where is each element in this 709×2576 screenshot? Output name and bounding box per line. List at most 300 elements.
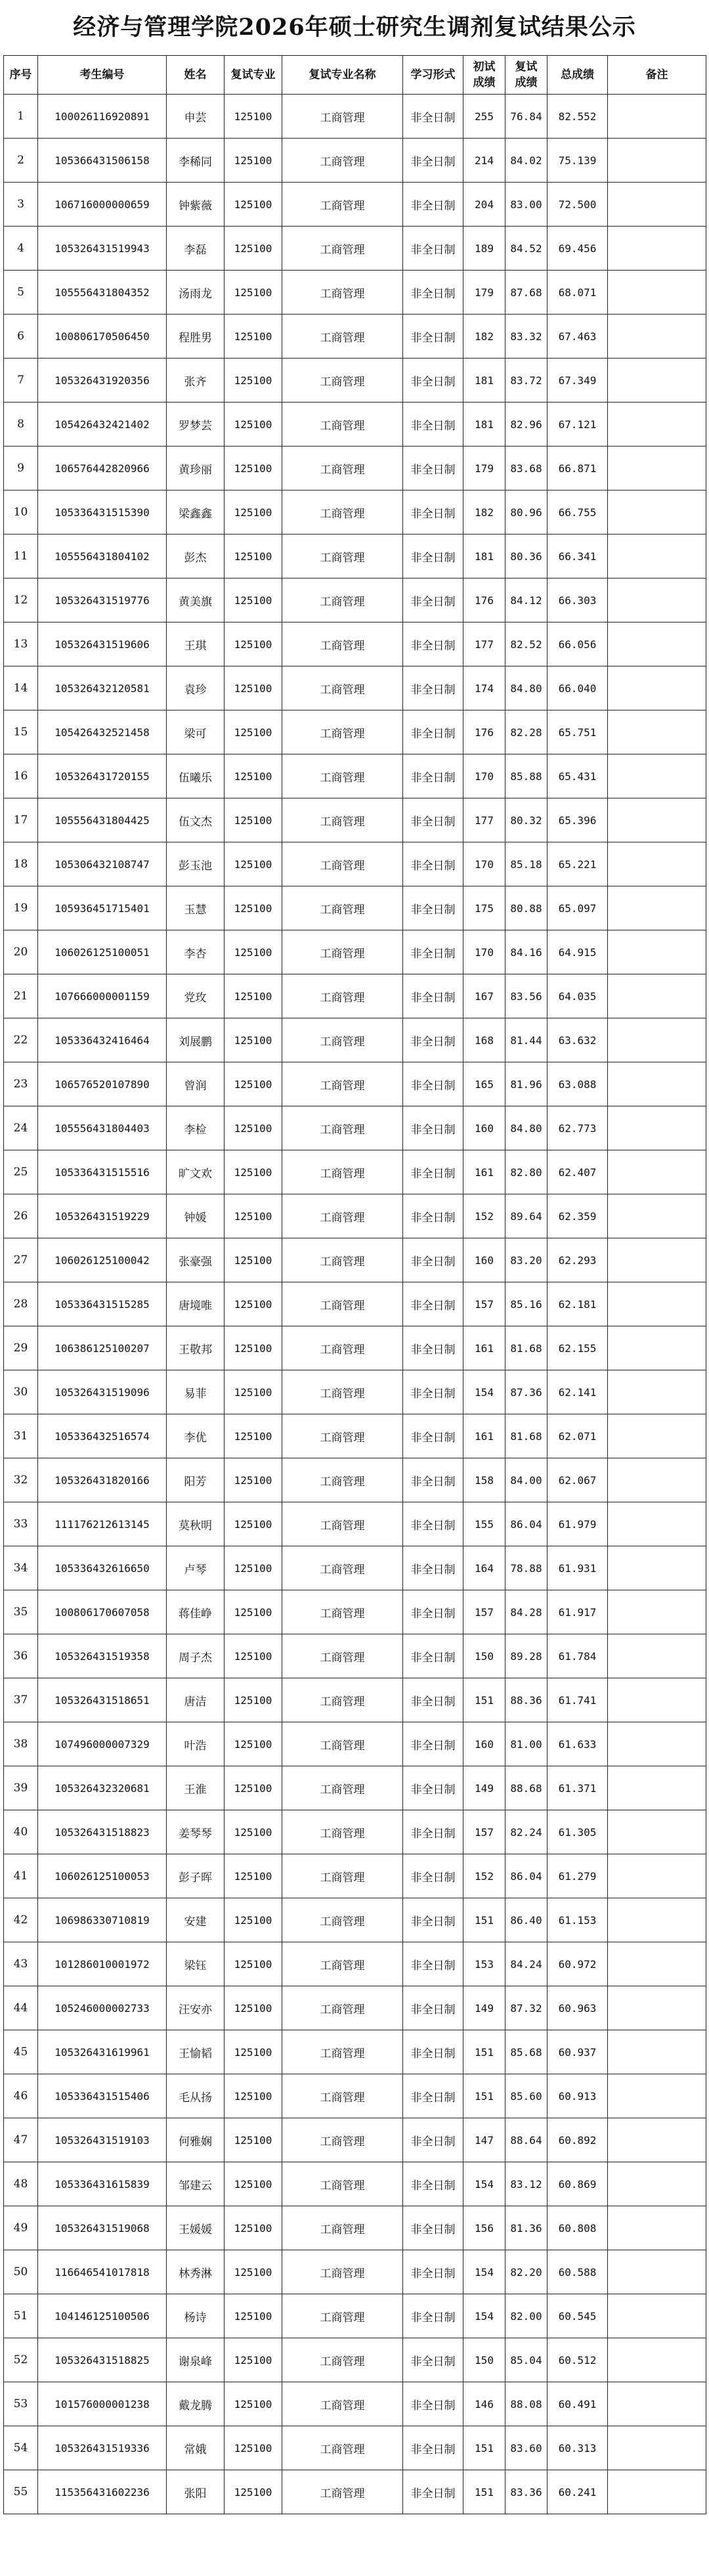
cell-remark bbox=[608, 2250, 706, 2294]
cell-initial-score: 151 bbox=[463, 1678, 505, 1722]
cell-study-mode: 非全日制 bbox=[403, 710, 463, 754]
cell-name: 黄珍丽 bbox=[167, 447, 225, 491]
cell-remark bbox=[608, 315, 706, 359]
col-total-score-header: 总成绩 bbox=[548, 56, 608, 95]
cell-index: 51 bbox=[4, 2294, 38, 2338]
cell-index: 27 bbox=[4, 1238, 38, 1282]
cell-name: 袁珍 bbox=[167, 666, 225, 710]
cell-retest-score: 83.32 bbox=[505, 315, 548, 359]
cell-study-mode: 非全日制 bbox=[403, 1590, 463, 1634]
cell-index: 21 bbox=[4, 974, 38, 1018]
cell-exam-id: 101576000001238 bbox=[38, 2382, 167, 2426]
cell-study-mode: 非全日制 bbox=[403, 2382, 463, 2426]
cell-exam-id: 100806170506450 bbox=[38, 315, 167, 359]
table-row bbox=[4, 535, 706, 579]
col-major-name-header: 复试专业名称 bbox=[282, 56, 403, 95]
table-row bbox=[4, 1986, 706, 2030]
cell-retest-score: 84.16 bbox=[505, 930, 548, 974]
cell-total-score: 66.040 bbox=[548, 666, 608, 710]
cell-retest-score: 88.64 bbox=[505, 2118, 548, 2162]
cell-remark bbox=[608, 1722, 706, 1766]
cell-name: 汤雨龙 bbox=[167, 271, 225, 315]
cell-remark bbox=[608, 579, 706, 622]
cell-remark bbox=[608, 1546, 706, 1590]
cell-index: 16 bbox=[4, 754, 38, 798]
cell-major-code: 125100 bbox=[225, 2118, 282, 2162]
cell-major-name: 工商管理 bbox=[282, 227, 403, 271]
cell-total-score: 60.808 bbox=[548, 2206, 608, 2250]
cell-remark bbox=[608, 1106, 706, 1150]
cell-major-code: 125100 bbox=[225, 2338, 282, 2382]
cell-major-code: 125100 bbox=[225, 535, 282, 579]
cell-index: 5 bbox=[4, 271, 38, 315]
cell-major-name: 工商管理 bbox=[282, 183, 403, 227]
cell-name: 钟媛 bbox=[167, 1194, 225, 1238]
cell-name: 李稀同 bbox=[167, 139, 225, 183]
cell-total-score: 60.869 bbox=[548, 2162, 608, 2206]
cell-study-mode: 非全日制 bbox=[403, 1766, 463, 1810]
cell-major-name: 工商管理 bbox=[282, 359, 403, 403]
table-row bbox=[4, 710, 706, 754]
table-row bbox=[4, 798, 706, 842]
cell-retest-score: 76.84 bbox=[505, 95, 548, 139]
table-row bbox=[4, 315, 706, 359]
cell-index: 8 bbox=[4, 403, 38, 447]
cell-index: 25 bbox=[4, 1150, 38, 1194]
cell-exam-id: 106716000000659 bbox=[38, 183, 167, 227]
cell-retest-score: 89.28 bbox=[505, 1634, 548, 1678]
col-remark-header: 备注 bbox=[608, 56, 706, 95]
cell-major-name: 工商管理 bbox=[282, 710, 403, 754]
cell-major-name: 工商管理 bbox=[282, 1414, 403, 1458]
cell-major-code: 125100 bbox=[225, 1326, 282, 1370]
cell-exam-id: 106026125100053 bbox=[38, 1854, 167, 1898]
cell-major-name: 工商管理 bbox=[282, 139, 403, 183]
table-row bbox=[4, 2294, 706, 2338]
cell-retest-score: 83.60 bbox=[505, 2426, 548, 2470]
cell-major-code: 125100 bbox=[225, 271, 282, 315]
cell-major-code: 125100 bbox=[225, 1502, 282, 1546]
cell-major-code: 125100 bbox=[225, 754, 282, 798]
cell-initial-score: 154 bbox=[463, 2162, 505, 2206]
cell-initial-score: 165 bbox=[463, 1062, 505, 1106]
cell-major-name: 工商管理 bbox=[282, 1678, 403, 1722]
cell-study-mode: 非全日制 bbox=[403, 974, 463, 1018]
cell-major-name: 工商管理 bbox=[282, 1238, 403, 1282]
cell-total-score: 61.979 bbox=[548, 1502, 608, 1546]
cell-major-name: 工商管理 bbox=[282, 1458, 403, 1502]
cell-name: 刘展鹏 bbox=[167, 1018, 225, 1062]
cell-major-name: 工商管理 bbox=[282, 2426, 403, 2470]
cell-study-mode: 非全日制 bbox=[403, 754, 463, 798]
cell-study-mode: 非全日制 bbox=[403, 2426, 463, 2470]
table-row bbox=[4, 183, 706, 227]
cell-retest-score: 85.60 bbox=[505, 2074, 548, 2118]
cell-retest-score: 85.18 bbox=[505, 842, 548, 886]
cell-initial-score: 181 bbox=[463, 403, 505, 447]
cell-initial-score: 167 bbox=[463, 974, 505, 1018]
cell-total-score: 62.155 bbox=[548, 1326, 608, 1370]
cell-study-mode: 非全日制 bbox=[403, 1502, 463, 1546]
table-row bbox=[4, 2206, 706, 2250]
cell-initial-score: 154 bbox=[463, 1370, 505, 1414]
cell-index: 2 bbox=[4, 139, 38, 183]
cell-retest-score: 83.56 bbox=[505, 974, 548, 1018]
cell-total-score: 61.741 bbox=[548, 1678, 608, 1722]
cell-retest-score: 82.20 bbox=[505, 2250, 548, 2294]
cell-retest-score: 87.68 bbox=[505, 271, 548, 315]
col-major-code-header: 复试专业 bbox=[225, 56, 282, 95]
table-row bbox=[4, 139, 706, 183]
cell-total-score: 66.755 bbox=[548, 491, 608, 535]
cell-major-code: 125100 bbox=[225, 1634, 282, 1678]
cell-name: 张齐 bbox=[167, 359, 225, 403]
cell-name: 王琪 bbox=[167, 622, 225, 666]
cell-total-score: 64.035 bbox=[548, 974, 608, 1018]
cell-total-score: 68.071 bbox=[548, 271, 608, 315]
cell-total-score: 62.359 bbox=[548, 1194, 608, 1238]
cell-total-score: 63.632 bbox=[548, 1018, 608, 1062]
cell-exam-id: 106576442820966 bbox=[38, 447, 167, 491]
table-row bbox=[4, 579, 706, 622]
cell-name: 钟紫薇 bbox=[167, 183, 225, 227]
cell-initial-score: 157 bbox=[463, 1590, 505, 1634]
cell-exam-id: 104146125100506 bbox=[38, 2294, 167, 2338]
cell-major-code: 125100 bbox=[225, 403, 282, 447]
cell-name: 蒋佳峥 bbox=[167, 1590, 225, 1634]
cell-major-code: 125100 bbox=[225, 1546, 282, 1590]
cell-study-mode: 非全日制 bbox=[403, 1898, 463, 1942]
cell-retest-score: 84.12 bbox=[505, 579, 548, 622]
cell-remark bbox=[608, 1678, 706, 1722]
cell-name: 伍曦乐 bbox=[167, 754, 225, 798]
cell-total-score: 69.456 bbox=[548, 227, 608, 271]
cell-index: 11 bbox=[4, 535, 38, 579]
cell-major-code: 125100 bbox=[225, 2030, 282, 2074]
cell-index: 4 bbox=[4, 227, 38, 271]
cell-total-score: 82.552 bbox=[548, 95, 608, 139]
cell-major-name: 工商管理 bbox=[282, 930, 403, 974]
cell-major-code: 125100 bbox=[225, 1722, 282, 1766]
cell-initial-score: 157 bbox=[463, 1282, 505, 1326]
cell-major-code: 125100 bbox=[225, 447, 282, 491]
cell-index: 15 bbox=[4, 710, 38, 754]
cell-study-mode: 非全日制 bbox=[403, 2250, 463, 2294]
cell-exam-id: 106026125100042 bbox=[38, 1238, 167, 1282]
cell-index: 29 bbox=[4, 1326, 38, 1370]
cell-exam-id: 105326431619961 bbox=[38, 2030, 167, 2074]
cell-retest-score: 82.00 bbox=[505, 2294, 548, 2338]
table-row bbox=[4, 491, 706, 535]
cell-major-code: 125100 bbox=[225, 227, 282, 271]
cell-major-name: 工商管理 bbox=[282, 271, 403, 315]
cell-exam-id: 105326431519776 bbox=[38, 579, 167, 622]
cell-study-mode: 非全日制 bbox=[403, 1018, 463, 1062]
page-title: 经济与管理学院2026年硕士研究生调剂复试结果公示 bbox=[73, 14, 636, 41]
cell-major-name: 工商管理 bbox=[282, 491, 403, 535]
cell-major-name: 工商管理 bbox=[282, 754, 403, 798]
cell-major-name: 工商管理 bbox=[282, 2118, 403, 2162]
cell-total-score: 60.913 bbox=[548, 2074, 608, 2118]
cell-initial-score: 154 bbox=[463, 2250, 505, 2294]
cell-remark bbox=[608, 886, 706, 930]
cell-initial-score: 170 bbox=[463, 754, 505, 798]
cell-remark bbox=[608, 491, 706, 535]
cell-index: 46 bbox=[4, 2074, 38, 2118]
cell-initial-score: 179 bbox=[463, 271, 505, 315]
cell-exam-id: 105326431519229 bbox=[38, 1194, 167, 1238]
cell-major-code: 125100 bbox=[225, 1942, 282, 1986]
cell-remark bbox=[608, 359, 706, 403]
cell-major-name: 工商管理 bbox=[282, 2294, 403, 2338]
cell-remark bbox=[608, 1766, 706, 1810]
cell-name: 申芸 bbox=[167, 95, 225, 139]
cell-remark bbox=[608, 1898, 706, 1942]
cell-exam-id: 106386125100207 bbox=[38, 1326, 167, 1370]
cell-total-score: 61.371 bbox=[548, 1766, 608, 1810]
cell-study-mode: 非全日制 bbox=[403, 1810, 463, 1854]
cell-total-score: 61.633 bbox=[548, 1722, 608, 1766]
cell-study-mode: 非全日制 bbox=[403, 1194, 463, 1238]
cell-total-score: 60.491 bbox=[548, 2382, 608, 2426]
cell-study-mode: 非全日制 bbox=[403, 886, 463, 930]
cell-major-name: 工商管理 bbox=[282, 2206, 403, 2250]
cell-remark bbox=[608, 2118, 706, 2162]
cell-exam-id: 111176212613145 bbox=[38, 1502, 167, 1546]
cell-study-mode: 非全日制 bbox=[403, 359, 463, 403]
cell-major-name: 工商管理 bbox=[282, 2162, 403, 2206]
cell-major-code: 125100 bbox=[225, 1150, 282, 1194]
cell-major-name: 工商管理 bbox=[282, 1898, 403, 1942]
cell-retest-score: 82.80 bbox=[505, 1150, 548, 1194]
cell-name: 姜琴琴 bbox=[167, 1810, 225, 1854]
cell-total-score: 65.751 bbox=[548, 710, 608, 754]
cell-retest-score: 84.80 bbox=[505, 1106, 548, 1150]
cell-initial-score: 156 bbox=[463, 2206, 505, 2250]
cell-exam-id: 100026116920891 bbox=[38, 95, 167, 139]
cell-exam-id: 105336431515390 bbox=[38, 491, 167, 535]
cell-study-mode: 非全日制 bbox=[403, 1062, 463, 1106]
cell-study-mode: 非全日制 bbox=[403, 2162, 463, 2206]
cell-major-name: 工商管理 bbox=[282, 1282, 403, 1326]
cell-major-name: 工商管理 bbox=[282, 447, 403, 491]
cell-index: 40 bbox=[4, 1810, 38, 1854]
table-row bbox=[4, 1150, 706, 1194]
cell-study-mode: 非全日制 bbox=[403, 666, 463, 710]
cell-total-score: 66.871 bbox=[548, 447, 608, 491]
cell-index: 24 bbox=[4, 1106, 38, 1150]
cell-major-name: 工商管理 bbox=[282, 974, 403, 1018]
cell-retest-score: 88.68 bbox=[505, 1766, 548, 1810]
cell-major-code: 125100 bbox=[225, 359, 282, 403]
cell-major-name: 工商管理 bbox=[282, 95, 403, 139]
cell-remark bbox=[608, 2426, 706, 2470]
cell-total-score: 61.153 bbox=[548, 1898, 608, 1942]
cell-major-code: 125100 bbox=[225, 1898, 282, 1942]
cell-retest-score: 80.96 bbox=[505, 491, 548, 535]
cell-exam-id: 105556431804352 bbox=[38, 271, 167, 315]
cell-retest-score: 84.28 bbox=[505, 1590, 548, 1634]
cell-major-name: 工商管理 bbox=[282, 1106, 403, 1150]
cell-name: 梁钰 bbox=[167, 1942, 225, 1986]
col-name-header: 姓名 bbox=[167, 56, 225, 95]
cell-exam-id: 105326431519103 bbox=[38, 2118, 167, 2162]
cell-exam-id: 105426432421402 bbox=[38, 403, 167, 447]
cell-initial-score: 160 bbox=[463, 1106, 505, 1150]
cell-index: 31 bbox=[4, 1414, 38, 1458]
cell-index: 10 bbox=[4, 491, 38, 535]
cell-initial-score: 170 bbox=[463, 930, 505, 974]
cell-major-code: 125100 bbox=[225, 666, 282, 710]
cell-remark bbox=[608, 403, 706, 447]
table-row bbox=[4, 1282, 706, 1326]
cell-major-name: 工商管理 bbox=[282, 1018, 403, 1062]
cell-major-name: 工商管理 bbox=[282, 535, 403, 579]
table-row bbox=[4, 2162, 706, 2206]
cell-major-code: 125100 bbox=[225, 315, 282, 359]
table-row bbox=[4, 1326, 706, 1370]
cell-initial-score: 154 bbox=[463, 2294, 505, 2338]
cell-exam-id: 105336432416464 bbox=[38, 1018, 167, 1062]
cell-total-score: 67.121 bbox=[548, 403, 608, 447]
cell-total-score: 60.512 bbox=[548, 2338, 608, 2382]
cell-retest-score: 85.04 bbox=[505, 2338, 548, 2382]
cell-retest-score: 87.32 bbox=[505, 1986, 548, 2030]
cell-major-code: 125100 bbox=[225, 710, 282, 754]
table-row bbox=[4, 2118, 706, 2162]
cell-name: 叶浩 bbox=[167, 1722, 225, 1766]
table-row bbox=[4, 622, 706, 666]
cell-study-mode: 非全日制 bbox=[403, 2030, 463, 2074]
table-row bbox=[4, 403, 706, 447]
cell-major-code: 125100 bbox=[225, 1414, 282, 1458]
cell-total-score: 65.221 bbox=[548, 842, 608, 886]
cell-retest-score: 80.36 bbox=[505, 535, 548, 579]
cell-remark bbox=[608, 1810, 706, 1854]
cell-exam-id: 105556431804102 bbox=[38, 535, 167, 579]
cell-study-mode: 非全日制 bbox=[403, 535, 463, 579]
cell-initial-score: 181 bbox=[463, 535, 505, 579]
cell-index: 30 bbox=[4, 1370, 38, 1414]
cell-initial-score: 151 bbox=[463, 2470, 505, 2514]
cell-major-code: 125100 bbox=[225, 1018, 282, 1062]
cell-exam-id: 105336431515406 bbox=[38, 2074, 167, 2118]
cell-major-code: 125100 bbox=[225, 622, 282, 666]
cell-exam-id: 105246000002733 bbox=[38, 1986, 167, 2030]
table-row bbox=[4, 1678, 706, 1722]
cell-index: 49 bbox=[4, 2206, 38, 2250]
cell-major-code: 125100 bbox=[225, 1282, 282, 1326]
cell-initial-score: 174 bbox=[463, 666, 505, 710]
cell-remark bbox=[608, 798, 706, 842]
cell-major-name: 工商管理 bbox=[282, 1150, 403, 1194]
cell-remark bbox=[608, 2206, 706, 2250]
cell-study-mode: 非全日制 bbox=[403, 1150, 463, 1194]
col-exam-id-header: 考生编号 bbox=[38, 56, 167, 95]
cell-major-code: 125100 bbox=[225, 2162, 282, 2206]
cell-study-mode: 非全日制 bbox=[403, 842, 463, 886]
cell-major-name: 工商管理 bbox=[282, 315, 403, 359]
cell-major-name: 工商管理 bbox=[282, 666, 403, 710]
cell-major-name: 工商管理 bbox=[282, 1986, 403, 2030]
cell-index: 28 bbox=[4, 1282, 38, 1326]
cell-initial-score: 152 bbox=[463, 1194, 505, 1238]
cell-initial-score: 204 bbox=[463, 183, 505, 227]
cell-initial-score: 146 bbox=[463, 2382, 505, 2426]
cell-remark bbox=[608, 1854, 706, 1898]
cell-retest-score: 81.00 bbox=[505, 1722, 548, 1766]
cell-study-mode: 非全日制 bbox=[403, 1326, 463, 1370]
cell-remark bbox=[608, 2074, 706, 2118]
table-header-row bbox=[4, 56, 706, 95]
cell-initial-score: 182 bbox=[463, 491, 505, 535]
cell-total-score: 65.097 bbox=[548, 886, 608, 930]
cell-retest-score: 84.00 bbox=[505, 1458, 548, 1502]
table-row bbox=[4, 1722, 706, 1766]
cell-retest-score: 82.52 bbox=[505, 622, 548, 666]
cell-retest-score: 88.36 bbox=[505, 1678, 548, 1722]
cell-study-mode: 非全日制 bbox=[403, 1238, 463, 1282]
cell-remark bbox=[608, 710, 706, 754]
cell-index: 26 bbox=[4, 1194, 38, 1238]
cell-major-code: 125100 bbox=[225, 183, 282, 227]
table-row bbox=[4, 974, 706, 1018]
cell-initial-score: 151 bbox=[463, 2074, 505, 2118]
cell-major-code: 125100 bbox=[225, 2294, 282, 2338]
cell-major-code: 125100 bbox=[225, 2426, 282, 2470]
cell-study-mode: 非全日制 bbox=[403, 227, 463, 271]
cell-index: 47 bbox=[4, 2118, 38, 2162]
cell-total-score: 62.407 bbox=[548, 1150, 608, 1194]
cell-study-mode: 非全日制 bbox=[403, 2118, 463, 2162]
cell-total-score: 60.937 bbox=[548, 2030, 608, 2074]
cell-major-code: 125100 bbox=[225, 798, 282, 842]
cell-initial-score: 181 bbox=[463, 359, 505, 403]
cell-total-score: 61.305 bbox=[548, 1810, 608, 1854]
cell-retest-score: 81.36 bbox=[505, 2206, 548, 2250]
cell-name: 唐境唯 bbox=[167, 1282, 225, 1326]
cell-initial-score: 255 bbox=[463, 95, 505, 139]
cell-retest-score: 89.64 bbox=[505, 1194, 548, 1238]
table-row bbox=[4, 886, 706, 930]
cell-initial-score: 152 bbox=[463, 1854, 505, 1898]
cell-index: 54 bbox=[4, 2426, 38, 2470]
cell-exam-id: 106576520107890 bbox=[38, 1062, 167, 1106]
cell-retest-score: 88.08 bbox=[505, 2382, 548, 2426]
cell-initial-score: 177 bbox=[463, 798, 505, 842]
cell-remark bbox=[608, 930, 706, 974]
table-row bbox=[4, 2074, 706, 2118]
cell-initial-score: 150 bbox=[463, 1634, 505, 1678]
cell-retest-score: 85.68 bbox=[505, 2030, 548, 2074]
cell-retest-score: 84.80 bbox=[505, 666, 548, 710]
cell-study-mode: 非全日制 bbox=[403, 271, 463, 315]
table-row bbox=[4, 271, 706, 315]
cell-name: 王愉韬 bbox=[167, 2030, 225, 2074]
cell-study-mode: 非全日制 bbox=[403, 315, 463, 359]
table-row bbox=[4, 95, 706, 139]
cell-remark bbox=[608, 2030, 706, 2074]
cell-name: 卢琴 bbox=[167, 1546, 225, 1590]
results-table bbox=[3, 55, 706, 2514]
cell-name: 玉慧 bbox=[167, 886, 225, 930]
cell-major-code: 125100 bbox=[225, 930, 282, 974]
cell-major-name: 工商管理 bbox=[282, 1062, 403, 1106]
cell-exam-id: 106026125100051 bbox=[38, 930, 167, 974]
cell-initial-score: 168 bbox=[463, 1018, 505, 1062]
cell-remark bbox=[608, 1018, 706, 1062]
cell-remark bbox=[608, 1238, 706, 1282]
